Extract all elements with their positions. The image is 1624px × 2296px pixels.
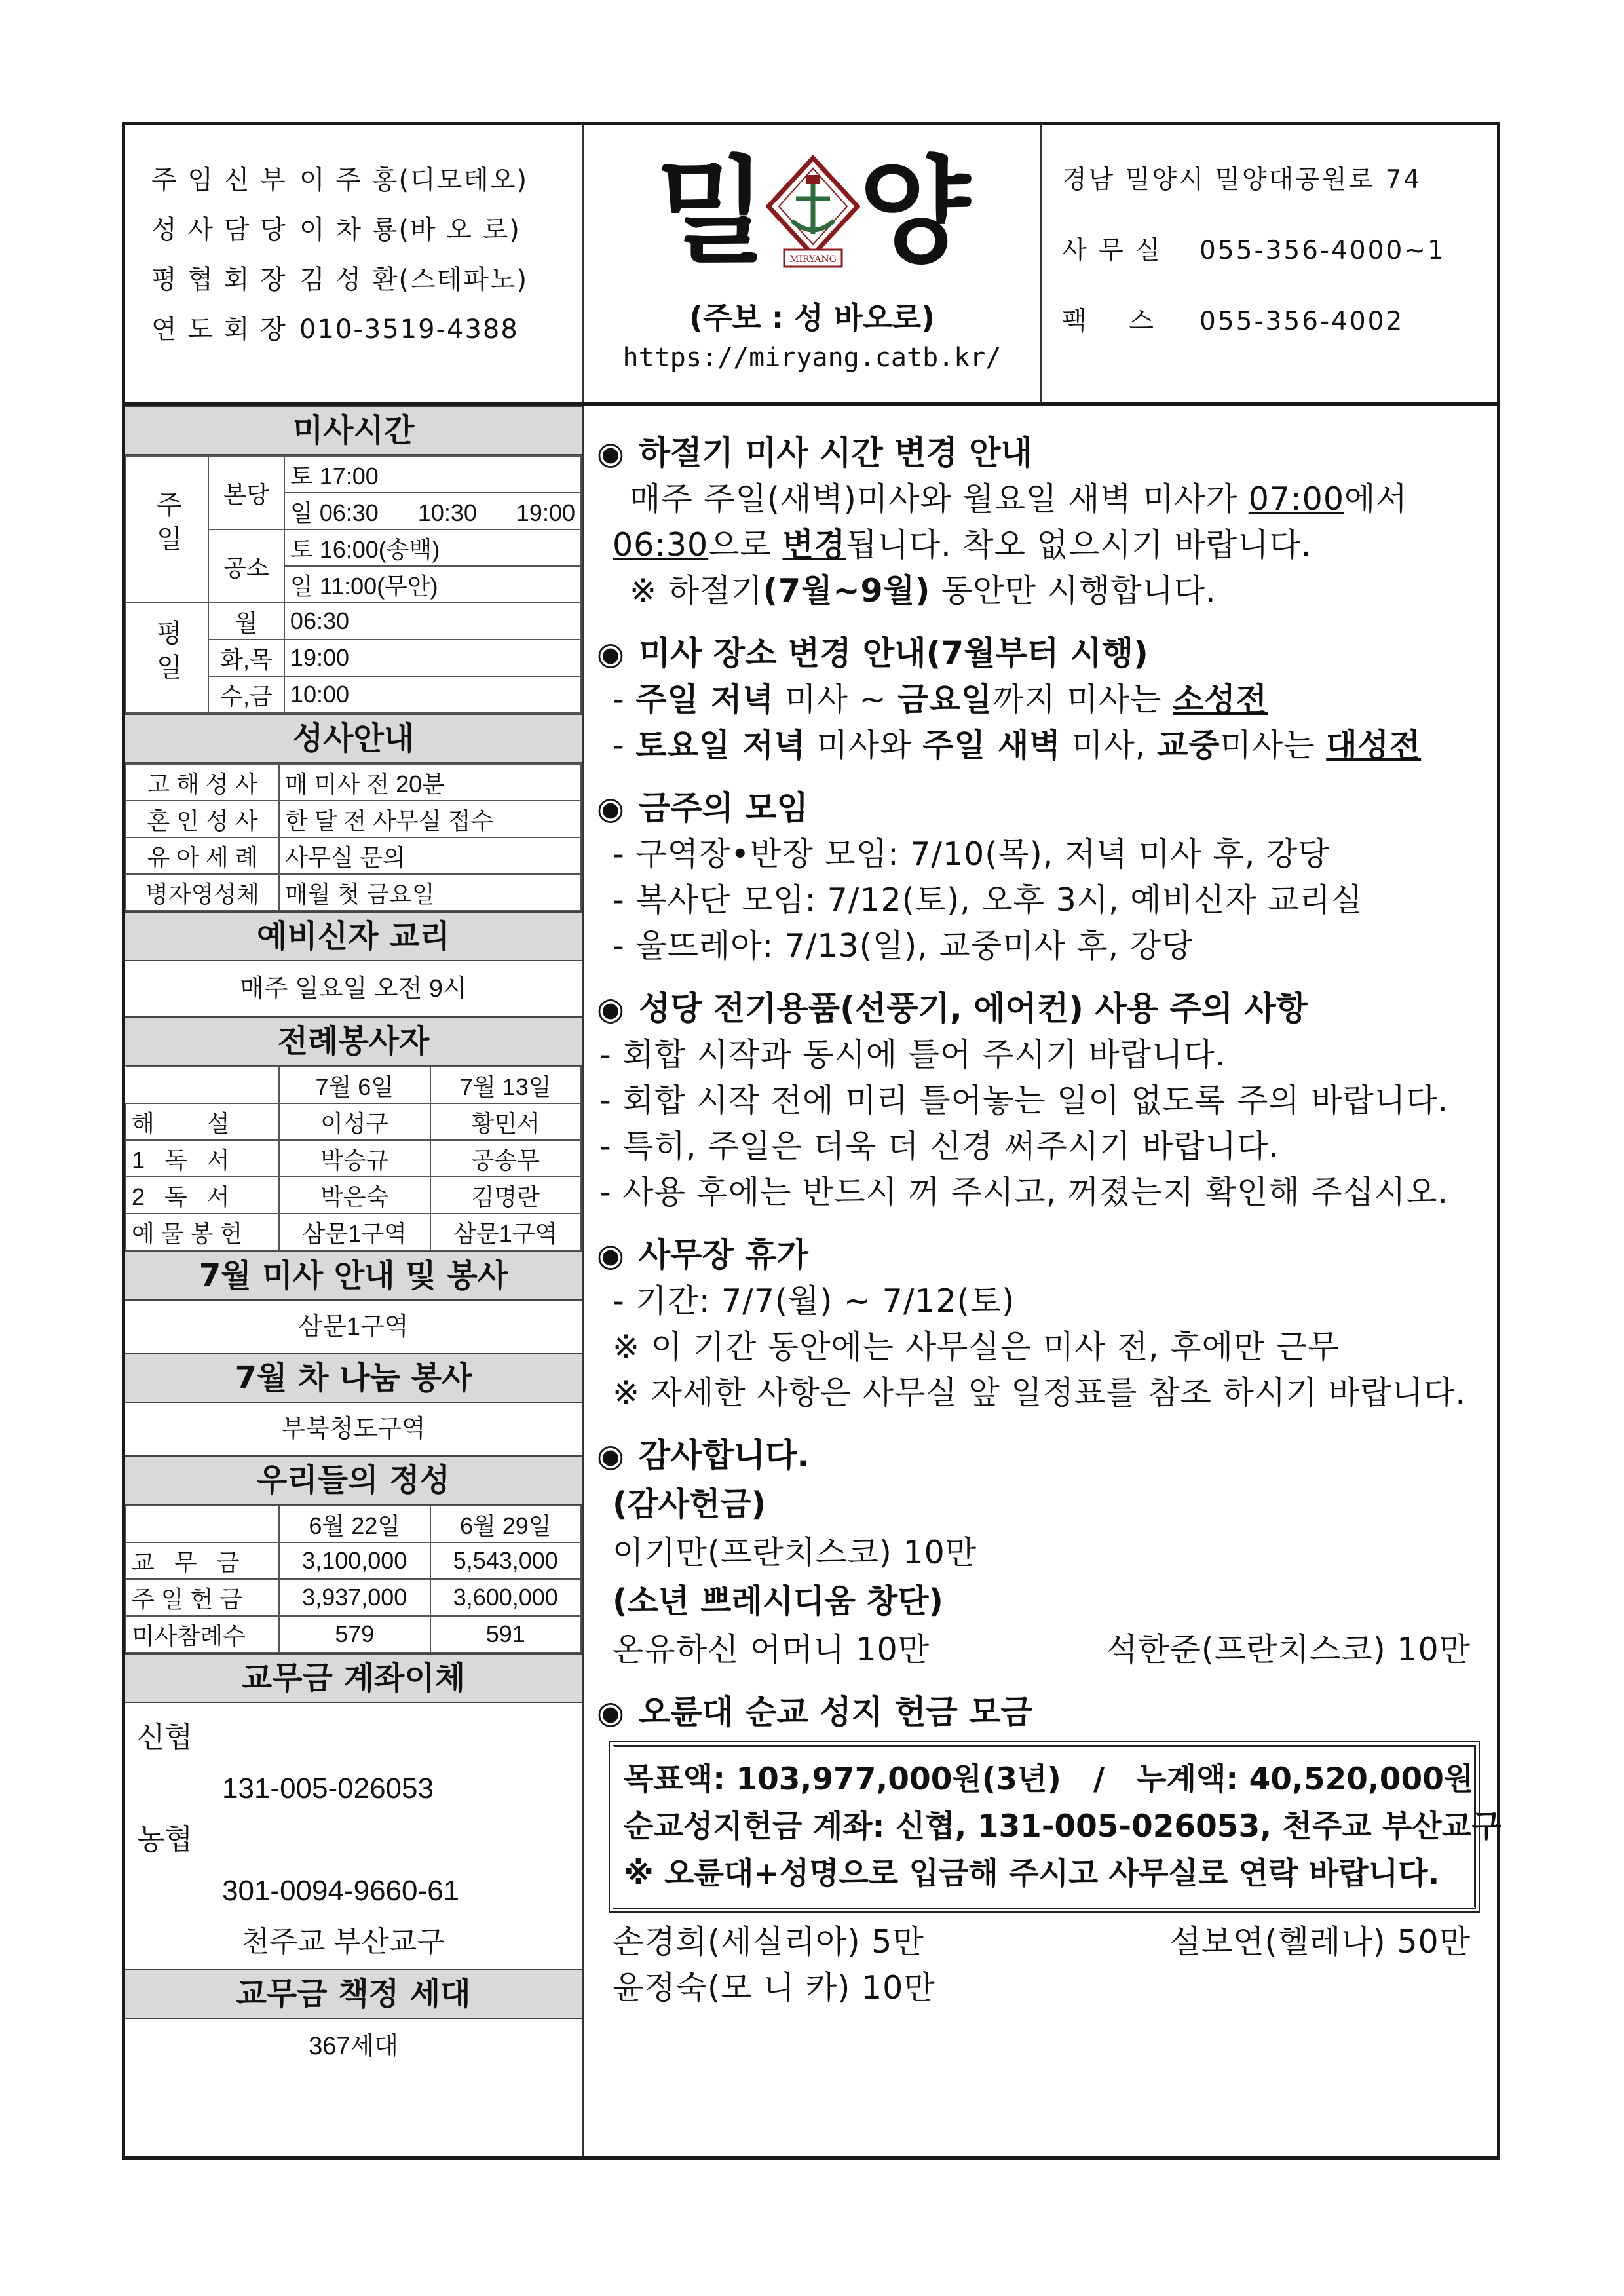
mission-sun-time: 일 11:00(무안)	[284, 566, 581, 603]
sacrament-label: 유 아 세 례	[126, 837, 279, 874]
bullet-icon: ◉	[597, 636, 624, 672]
liturgy-role: 2 독 서	[126, 1177, 279, 1214]
sacrament-value: 한 달 전 사무실 접수	[279, 801, 581, 837]
notice-line: - 토요일 저녁 미사와 주일 새벽 미사, 교중미사는 대성전	[613, 727, 1422, 764]
liturgy-person: 삼문1구역	[279, 1214, 430, 1250]
weekday-time: 06:30	[284, 603, 581, 640]
offering-amount: 579	[279, 1616, 430, 1653]
donor-line: 이기만(프란치스코) 10만	[613, 1534, 977, 1571]
phone-row: 사 무 실 055-356-4000~1	[1062, 236, 1446, 265]
liturgy-role: 1 독 서	[126, 1140, 279, 1177]
sacrament-label: 고 해 성 사	[126, 764, 279, 801]
sacrament-value: 사무실 문의	[279, 837, 581, 874]
catechumen-time: 매주 일요일 오전 9시	[240, 975, 467, 1003]
notice-line: - 울뜨레아: 7/13(일), 교중미사 후, 강당	[613, 927, 1194, 965]
notice-line: 06:30으로 변경됩니다. 착오 없으시기 바랍니다.	[613, 526, 1312, 564]
fundraising-box	[613, 1745, 1501, 1909]
fax-row: 팩 스 055-356-4002	[1062, 307, 1405, 336]
notice-line: - 주일 저녁 미사 ~ 금요일까지 미사는 소성전	[613, 681, 1268, 718]
liturgy-role: 예 물 봉 헌	[126, 1214, 279, 1250]
logo-char-right: 양	[858, 145, 970, 279]
bullet-icon: ◉	[597, 435, 624, 472]
liturgy-person: 이성구	[279, 1103, 430, 1140]
mass-times-heading: 미사시간	[125, 406, 582, 455]
address: 경남 밀양시 밀양대공원로 74	[1062, 165, 1422, 195]
notice-title: ◉ 성당 전기용품(선풍기, 에어컨) 사용 주의 사항	[597, 989, 1308, 1027]
account-number: 301-0094-9660-61	[222, 1875, 460, 1907]
offering-amount: 3,937,000	[279, 1579, 430, 1616]
offering-date: 6월 22일	[279, 1506, 430, 1542]
offering-amount: 5,543,000	[430, 1542, 582, 1579]
parish-logo	[656, 145, 970, 279]
notice-title: ◉ 금주의 모임	[597, 789, 808, 827]
offering-label: 교 무 금	[126, 1542, 279, 1579]
notice-line: - 회합 시작과 동시에 틀어 주시기 바랍니다.	[599, 1036, 1226, 1073]
staff-list	[125, 125, 584, 402]
donor-line: 손경희(세실리아) 5만 설보연(헬레나) 50만	[613, 1923, 1471, 1961]
parish-url[interactable]: https://miryang.catb.kr/	[622, 343, 1002, 373]
donor-line: 온유하신 어머니 10만 석한준(프란치스코) 10만	[613, 1631, 1471, 1668]
bank-name: 농협	[137, 1824, 193, 1856]
sacrament-value: 매 미사 전 20분	[279, 764, 581, 801]
july-tea-value: 부북청도구역	[281, 1415, 426, 1443]
liturgy-table	[125, 1066, 582, 1251]
notice-line: ※ 자세한 사항은 사무실 앞 일정표를 참조 하시기 바랍니다.	[613, 1374, 1466, 1411]
notice-line: - 회합 시작 전에 미리 틀어놓는 일이 없도록 주의 바랍니다.	[599, 1082, 1449, 1119]
notice-title: ◉ 오륜대 순교 성지 헌금 모금	[597, 1693, 1032, 1731]
notice-title: ◉ 미사 장소 변경 안내(7월부터 시행)	[597, 634, 1148, 672]
sacrament-label: 병자영성체	[126, 874, 279, 911]
offering-amount: 3,600,000	[430, 1579, 582, 1616]
liturgy-person: 공송무	[430, 1140, 582, 1177]
liturgy-heading: 전례봉사자	[125, 1016, 582, 1066]
liturgy-person: 황민서	[430, 1103, 582, 1140]
mission-label: 공소	[208, 529, 284, 603]
bulletin-subtitle: (주보 : 성 바오로)	[689, 300, 935, 335]
bullet-icon: ◉	[597, 790, 624, 827]
liturgy-person: 김명란	[430, 1177, 582, 1214]
liturgy-person: 박승규	[279, 1140, 430, 1177]
weekday-day: 월	[208, 603, 284, 640]
july-tea-heading: 7월 차 나눔 봉사	[125, 1353, 582, 1403]
notice-line: - 구역장•반장 모임: 7/10(목), 저녁 미사 후, 강당	[613, 835, 1330, 873]
offering-amount: 591	[430, 1616, 582, 1653]
notice-line: ※ 하절기(7월~9월) 동안만 시행합니다.	[630, 572, 1217, 609]
sacrament-label: 혼 인 성 사	[126, 801, 279, 837]
catechumen-heading: 예비신자 교리	[125, 911, 582, 961]
mission-sat-time: 토 16:00(송백)	[284, 529, 581, 566]
mass-times-table	[125, 455, 582, 714]
notice-line: ※ 이 기간 동안에는 사무실은 미사 전, 후에만 근무	[613, 1328, 1340, 1366]
staff-row: 성 사 담 당 이 차 룡(바 오 로)	[151, 215, 521, 245]
emblem-text: MIRYANG	[789, 254, 837, 265]
fundraising-line: ※ 오륜대+성명으로 입금해 주시고 사무실로 연락 바랍니다.	[624, 1856, 1440, 1892]
liturgy-role: 해 설	[126, 1103, 279, 1140]
fundraising-line: 순교성지헌금 계좌: 신협, 131-005-026053, 천주교 부산교구	[624, 1808, 1501, 1845]
header	[125, 125, 1497, 406]
notice-line: - 특히, 주일은 더욱 더 신경 써주시기 바랍니다.	[599, 1128, 1279, 1165]
bullet-icon: ◉	[597, 991, 624, 1027]
notice-title: ◉ 하절기 미사 시간 변경 안내	[597, 434, 1032, 472]
liturgy-date: 7월 6일	[279, 1067, 430, 1103]
thanks-subheading: (감사헌금)	[613, 1485, 766, 1523]
account-holder: 천주교 부산교구	[242, 1926, 445, 1958]
notice-line: - 기간: 7/7(월) ~ 7/12(토)	[613, 1282, 1015, 1320]
offerings-table	[125, 1505, 582, 1653]
notice-title: ◉ 사무장 휴가	[597, 1236, 808, 1274]
sunday-label: 주일	[126, 456, 208, 603]
contact-block	[1042, 125, 1497, 402]
staff-row: 평 협 회 장 김 성 환(스테파노)	[151, 265, 529, 295]
weekday-time: 19:00	[284, 640, 581, 676]
offering-amount: 3,100,000	[279, 1542, 430, 1579]
households-value: 367세대	[309, 2033, 398, 2060]
bulletin-frame	[122, 122, 1500, 2160]
left-column	[125, 406, 584, 2156]
transfer-heading: 교무금 계좌이체	[125, 1653, 582, 1703]
notice-line: - 복사단 모임: 7/12(토), 오후 3시, 예비신자 교리실	[613, 881, 1363, 919]
main-church-label: 본당	[208, 456, 284, 529]
offering-date: 6월 29일	[430, 1506, 582, 1542]
liturgy-date: 7월 13일	[430, 1067, 582, 1103]
notice-line: 매주 주일(새벽)미사와 월요일 새벽 미사가 07:00에서	[630, 480, 1408, 518]
sacraments-table	[125, 763, 582, 911]
weekday-day: 화,목	[208, 640, 284, 676]
liturgy-person: 박은숙	[279, 1177, 430, 1214]
offering-label: 미사참례수	[126, 1616, 279, 1653]
sacraments-heading: 성사안내	[125, 714, 582, 763]
church-emblem-icon	[766, 155, 860, 273]
weekday-day: 수,금	[208, 676, 284, 713]
fundraising-line: 목표액: 103,977,000원(3년) / 누계액: 40,520,000원	[624, 1761, 1474, 1797]
thanks-subheading: (소년 쁘레시디움 창단)	[613, 1582, 943, 1620]
notices-column	[584, 406, 1501, 2156]
weekday-label: 평일	[126, 603, 208, 713]
notice-line: - 사용 후에는 반드시 꺼 주시고, 꺼졌는지 확인해 주십시오.	[599, 1174, 1449, 1211]
sacrament-value: 매월 첫 금요일	[279, 874, 581, 911]
transfer-accounts	[125, 1703, 582, 1968]
households-heading: 교무금 책정 세대	[125, 1969, 582, 2019]
july-mass-value: 삼문1구역	[298, 1313, 409, 1341]
offering-label: 주 일 헌 금	[126, 1579, 279, 1616]
account-number: 131-005-026053	[222, 1772, 434, 1805]
bullet-icon: ◉	[597, 1694, 624, 1731]
offerings-heading: 우리들의 정성	[125, 1455, 582, 1505]
notice-title: ◉ 감사합니다.	[597, 1436, 810, 1474]
liturgy-person: 삼문1구역	[430, 1214, 582, 1250]
main-sat-time: 토 17:00	[284, 456, 581, 493]
staff-row: 주 임 신 부 이 주 홍(디모테오)	[151, 165, 529, 195]
july-mass-heading: 7월 미사 안내 및 봉사	[125, 1251, 582, 1301]
staff-row: 연 도 회 장 010-3519-4388	[151, 315, 519, 345]
weekday-time: 10:00	[284, 676, 581, 713]
bank-name: 신협	[137, 1721, 193, 1753]
title-block	[584, 125, 1042, 402]
logo-char-left: 밀	[656, 145, 768, 279]
bullet-icon: ◉	[597, 1438, 624, 1474]
main-sun-time: 일 06:30 10:30 19:00	[284, 493, 581, 529]
bullet-icon: ◉	[597, 1237, 624, 1274]
donor-line: 윤정숙(모 니 카) 10만	[613, 1969, 935, 2006]
